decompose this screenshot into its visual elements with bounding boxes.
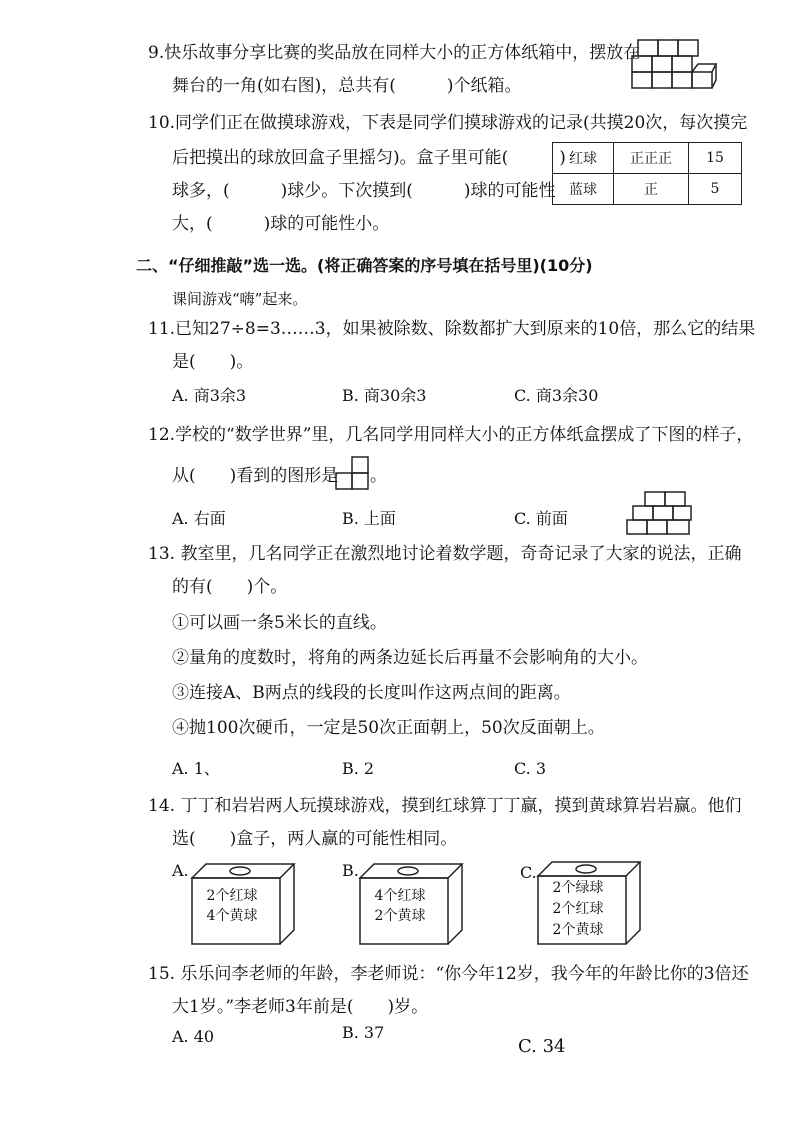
tally-record-table — [552, 142, 742, 205]
q12-option-a[interactable]: A. 右面 — [172, 509, 226, 528]
view-shape-icon — [334, 455, 370, 491]
q13-option-a[interactable]: A. 1、 — [172, 759, 220, 778]
q14-option-b[interactable]: B. — [342, 861, 359, 880]
ball-name-cell: 蓝球 — [553, 174, 614, 205]
q13-option-b[interactable]: B. 2 — [342, 759, 375, 778]
q10-line2: 后把摸出的球放回盒子里摇匀)。盒子里可能( ) — [172, 148, 566, 168]
q12-line1: 12.学校的“数学世界”里，几名同学用同样大小的正方体纸盒摆成了下图的样子， — [148, 425, 754, 445]
q13-statement-2: ②量角的度数时，将角的两条边延长后再量不会影响角的大小。 — [172, 648, 648, 668]
box-b-line-1: 4个红球 — [374, 888, 426, 904]
q12-option-c[interactable]: C. 前面 — [514, 509, 568, 528]
count-cell: 5 — [689, 174, 742, 205]
q13-line2: 的有( )个。 — [172, 577, 288, 597]
q15-line2: 大1岁。”李老师3年前是( )岁。 — [172, 997, 429, 1017]
q15-option-c[interactable]: C. 34 — [518, 1036, 566, 1057]
q11-option-c[interactable]: C. 商3余30 — [514, 386, 599, 405]
q14-line2: 选( )盒子，两人赢的可能性相同。 — [172, 829, 458, 849]
cube-stack-figure-q9 — [628, 36, 720, 90]
q15-option-a[interactable]: A. 40 — [172, 1027, 215, 1046]
q13-statement-4: ④抛100次硬币，一定是50次正面朝上，50次反面朝上。 — [172, 718, 605, 738]
box-b-line-2: 2个黄球 — [374, 908, 426, 924]
q12-line2b: 。 — [370, 466, 387, 486]
q14-line1: 14. 丁丁和岩岩两人玩摸球游戏，摸到红球算丁丁赢，摸到黄球算岩岩赢。他们 — [148, 796, 742, 816]
count-cell: 15 — [689, 143, 742, 174]
q13-line1: 13. 教室里，几名同学正在激烈地讨论着数学题，奇奇记录了大家的说法，正确 — [148, 544, 742, 564]
q15-option-b[interactable]: B. 37 — [342, 1023, 385, 1042]
box-a-line-2: 4个黄球 — [206, 908, 258, 924]
tally-cell: 正正正 — [614, 143, 689, 174]
q11-option-b[interactable]: B. 商30余3 — [342, 386, 427, 405]
q14-option-a[interactable]: A. — [172, 861, 189, 880]
section-subtitle: 课间游戏“嗨”起来。 — [172, 290, 308, 308]
box-a-line-1: 2个红球 — [206, 888, 258, 904]
q11-line2: 是( )。 — [172, 352, 254, 372]
q14-option-c[interactable]: C. — [520, 863, 537, 882]
box-c-line-1: 2个绿球 — [552, 880, 604, 896]
q11-option-a[interactable]: A. 商3余3 — [172, 386, 247, 405]
q13-statement-1: ①可以画一条5米长的直线。 — [172, 613, 387, 633]
q10-line3: 球多，( )球少。下次摸到( )球的可能性 — [172, 181, 556, 201]
q15-line1: 15. 乐乐问李老师的年龄，李老师说：“你今年12岁，我今年的年龄比你的3倍还 — [148, 964, 749, 984]
tally-cell: 正 — [614, 174, 689, 205]
cube-stack-figure-q12 — [625, 488, 695, 538]
q12-line2a: 从( )看到的图形是 — [172, 466, 339, 486]
q10-line4: 大，( )球的可能性小。 — [172, 214, 390, 234]
ball-name-cell: 红球 — [553, 143, 614, 174]
q10-line1: 10.同学们正在做摸球游戏，下表是同学们摸球游戏的记录(共摸20次，每次摸完 — [148, 113, 748, 133]
q9-line1: 9.快乐故事分享比赛的奖品放在同样大小的正方体纸箱中，摆放在 — [148, 43, 641, 63]
table-row — [553, 174, 742, 205]
box-c-line-2: 2个红球 — [552, 901, 604, 917]
section-title: 二、“仔细推敲”选一选。(将正确答案的序号填在括号里)(10分) — [136, 256, 593, 275]
q11-line1: 11.已知27÷8=3……3，如果被除数、除数都扩大到原来的10倍，那么它的结果 — [148, 319, 756, 339]
table-row — [553, 143, 742, 174]
q13-option-c[interactable]: C. 3 — [514, 759, 547, 778]
q9-line2: 舞台的一角(如右图)，总共有( )个纸箱。 — [172, 76, 522, 96]
q12-option-b[interactable]: B. 上面 — [342, 509, 396, 528]
q13-statement-3: ③连接A、B两点的线段的长度叫作这两点间的距离。 — [172, 683, 571, 703]
box-c-line-3: 2个黄球 — [552, 922, 604, 938]
